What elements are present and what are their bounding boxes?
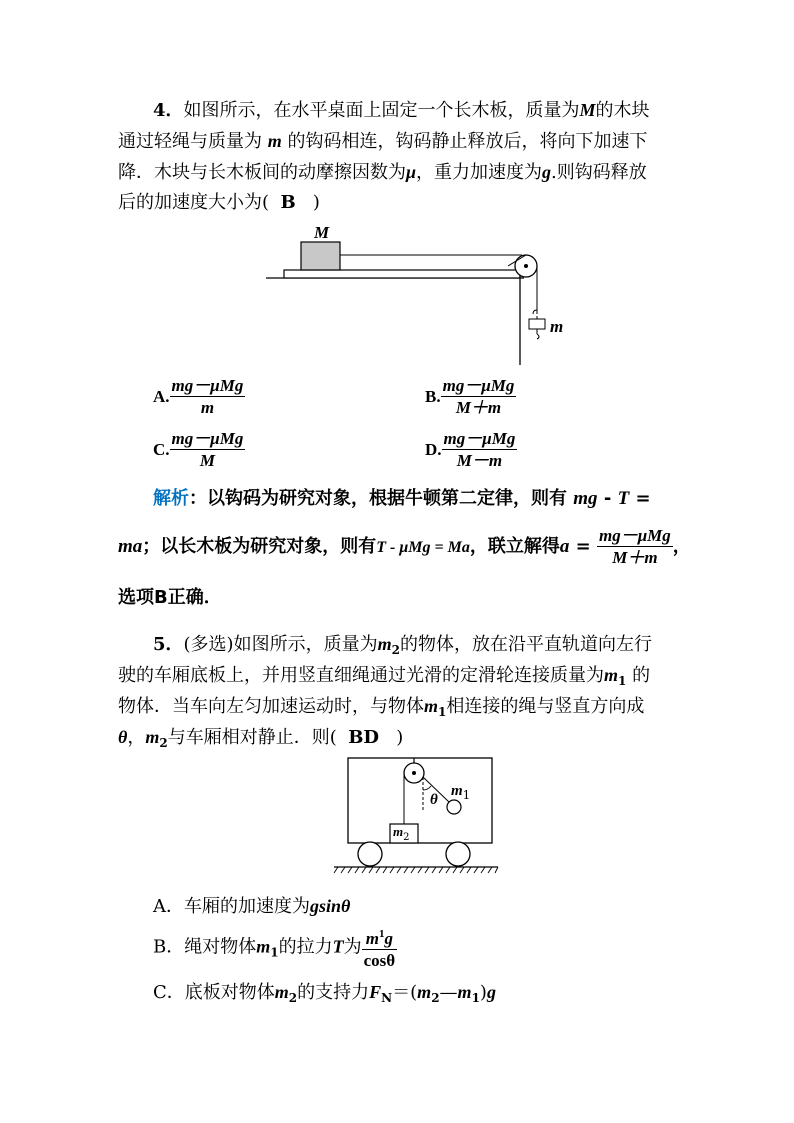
q5-option-c[interactable]: C．底板对物体$m_2$的支持力$F_N=(m_2—m_1)g$	[153, 982, 496, 1005]
q4-option-b[interactable]: B. $\frac{\text{mg－μMg}}{M+m}$	[425, 376, 515, 417]
q5-option-b[interactable]: B．绳对物体$m_1$的拉力T为 $\frac{m^1g}{\cos\theta}$	[153, 928, 396, 970]
solution-tag: 解析	[153, 488, 189, 509]
q5-line-4: θ，$m_2$与车厢相对静止．则( BD )	[118, 727, 404, 750]
q5-fig-m2: $m_2$	[393, 824, 410, 843]
q4-option-c[interactable]: C. $\frac{\text{mg－μMg}}{M}$	[153, 429, 244, 470]
q4-answer: B	[280, 192, 296, 213]
q5-option-a[interactable]: A．车厢的加速度为gsinθ	[153, 896, 351, 917]
q5-figure	[332, 756, 502, 881]
q5-line-2: 驶的车厢底板上，并用竖直细绳通过光滑的定滑轮连接质量为$m_1$ 的	[118, 665, 651, 688]
q4-solution-line-2: ma；以长木板为研究对象，则有T - μMg = Ma，联立解得a = $\frac{\text{mg－μMg}}{M+m}$ ，	[118, 526, 691, 567]
q5-fig-m1: $m_1$	[451, 783, 471, 802]
q4-fig-label-M: M	[314, 223, 330, 242]
q4-solution-line-3: 选项B正确．	[118, 587, 222, 608]
q4-line-3: 降．木块与长木板间的动摩擦因数为μ，重力加速度为g.则钩码释放	[118, 162, 647, 183]
q5-line-1: 5．(多选)如图所示，质量为$m_2$的物体，放在沿平直轨道向左行	[153, 634, 652, 657]
q5-fig-theta: θ	[430, 792, 438, 808]
q4-solution-line-1: 解析：以钩码为研究对象，根据牛顿第二定律，则有 mg - T =	[153, 488, 651, 509]
q5-answer: BD	[348, 727, 380, 748]
q4-line-4: 后的加速度大小为( B )	[118, 192, 320, 213]
q5-line-3: 物体．当车向左匀加速运动时，与物体$m_1$相连接的绳与竖直方向成	[118, 696, 645, 719]
q4-figure	[262, 222, 572, 372]
q4-option-a[interactable]: A. $\frac{\text{mg－μMg}}{m}$	[153, 376, 244, 417]
q4-line-1: 4．如图所示，在水平桌面上固定一个长木板，质量为M的木块	[153, 100, 650, 121]
q4-line-2: 通过轻绳与质量为 m 的钩码相连，钩码静止释放后，将向下加速下	[118, 131, 648, 152]
q4-fig-label-m: m	[550, 317, 564, 336]
q4-option-d[interactable]: D. $\frac{\text{mg－μMg}}{M-m}$	[425, 429, 516, 470]
